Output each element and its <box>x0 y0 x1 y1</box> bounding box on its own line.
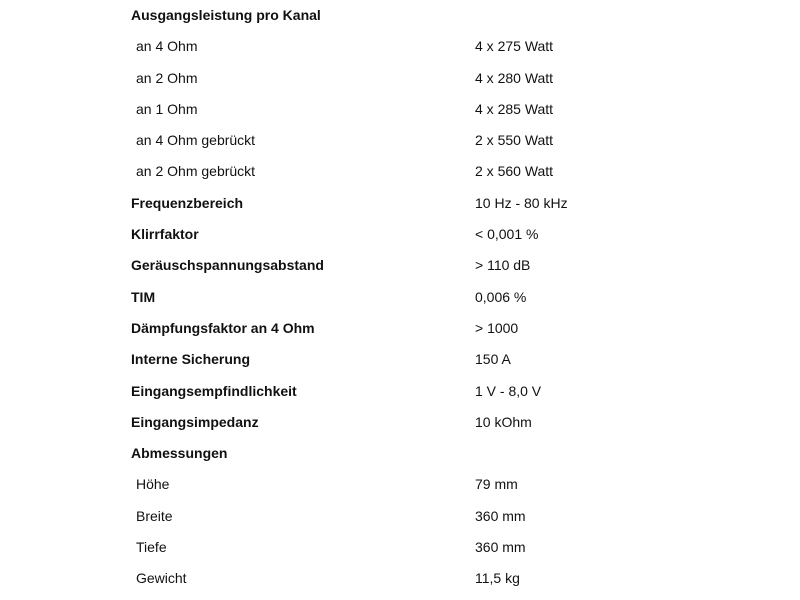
spec-label: Tiefe <box>136 539 167 556</box>
spec-row-2-ohm <box>131 63 691 94</box>
spec-row-input-sensitivity <box>131 376 691 407</box>
spec-row-weight <box>131 563 691 594</box>
spec-row-frequency-range <box>131 188 691 219</box>
spec-row-signal-to-noise <box>131 250 691 281</box>
spec-value: > 1000 <box>475 319 519 336</box>
spec-label: Ausgangsleistung pro Kanal <box>131 7 321 23</box>
spec-table <box>131 0 691 595</box>
spec-label: Klirrfaktor <box>131 226 199 243</box>
spec-label: Eingangsempfindlichkeit <box>131 382 297 399</box>
spec-row-height <box>131 469 691 500</box>
spec-row-width <box>131 501 691 532</box>
spec-value: 2 x 550 Watt <box>475 132 554 149</box>
spec-value: 1 V - 8,0 V <box>475 382 542 399</box>
spec-row-depth <box>131 532 691 563</box>
spec-label: an 2 Ohm gebrückt <box>136 163 256 180</box>
spec-value: 360 mm <box>475 539 526 556</box>
spec-label: Breite <box>136 507 173 524</box>
spec-value: 360 mm <box>475 507 526 524</box>
spec-value: 10 kOhm <box>475 413 532 430</box>
spec-row-distortion <box>131 219 691 250</box>
spec-row-tim <box>131 282 691 313</box>
spec-label: an 4 Ohm <box>136 38 198 55</box>
spec-row-4-ohm-bridged <box>131 125 691 156</box>
spec-value: 150 A <box>475 351 511 368</box>
spec-label: Abmessungen <box>131 445 228 462</box>
spec-label: Höhe <box>136 476 170 493</box>
spec-row-damping-factor <box>131 313 691 344</box>
spec-value: < 0,001 % <box>475 226 539 243</box>
spec-value: 10 Hz - 80 kHz <box>475 194 568 211</box>
spec-label: an 1 Ohm <box>136 100 198 117</box>
spec-label: TIM <box>131 288 156 305</box>
spec-row-1-ohm <box>131 94 691 125</box>
spec-value: 4 x 280 Watt <box>475 69 554 86</box>
spec-label: an 4 Ohm gebrückt <box>136 132 256 149</box>
spec-label: Eingangsimpedanz <box>131 413 259 430</box>
spec-value: 4 x 275 Watt <box>475 38 554 55</box>
spec-label: Frequenzbereich <box>131 194 244 211</box>
spec-label: Interne Sicherung <box>131 351 251 368</box>
spec-row-output-power <box>131 0 691 31</box>
spec-row-4-ohm <box>131 31 691 62</box>
spec-label: Gewicht <box>136 570 187 587</box>
spec-row-2-ohm-bridged <box>131 156 691 187</box>
spec-row-internal-fuse <box>131 344 691 375</box>
spec-value: 4 x 285 Watt <box>475 100 554 117</box>
spec-value: 0,006 % <box>475 288 527 305</box>
spec-value: 79 mm <box>475 476 518 493</box>
spec-value: 2 x 560 Watt <box>475 163 554 180</box>
spec-value: > 110 dB <box>475 257 531 274</box>
spec-value: 11,5 kg <box>475 570 520 587</box>
spec-label: an 2 Ohm <box>136 69 198 86</box>
spec-label: Geräuschspannungsabstand <box>131 257 324 274</box>
spec-row-input-impedance <box>131 407 691 438</box>
spec-label: Dämpfungsfaktor an 4 Ohm <box>131 319 315 336</box>
spec-row-dimensions <box>131 438 691 469</box>
